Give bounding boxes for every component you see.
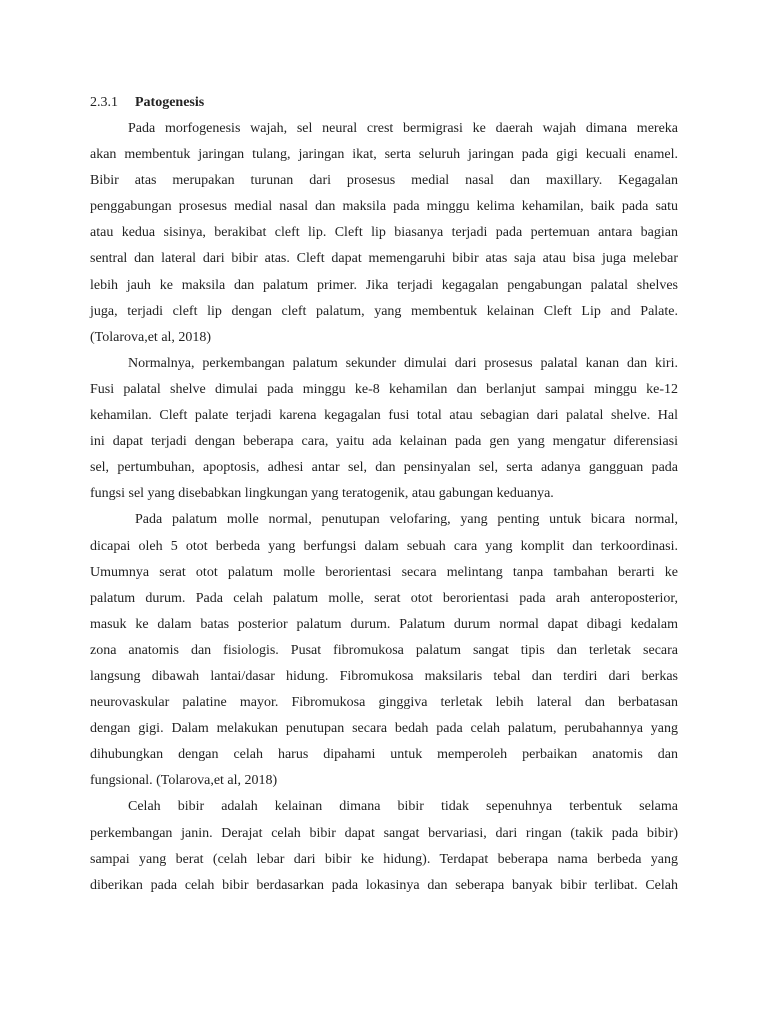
text-line: Pada palatum molle normal, penutupan velofaring, yang penting untuk bicara normal, [135, 512, 678, 528]
text-line: diberikan pada celah bibir berdasarkan pada lokasinya dan seberapa banyak bibir terlibat. Celah [90, 877, 678, 893]
paragraph [90, 351, 678, 508]
paragraph [90, 116, 678, 351]
text-line: sel, pertumbuhan, apoptosis, adhesi antar sel, dan pensinyalan sel, serta adanya gangguan pada [90, 460, 678, 476]
text-line: Normalnya, perkembangan palatum sekunder dimulai dari prosesus palatal kanan dan kiri. [128, 355, 678, 371]
text-line: dengan gigi. Dalam melakukan penutupan secara bedah pada celah palatum, perubahannya yang [90, 721, 678, 737]
text-line: fungsional. (Tolarova,et al, 2018) [90, 773, 278, 789]
text-line: sampai yang berat (celah lebar dari bibir ke hidung). Terdapat beberapa nama berbeda yang [90, 851, 678, 867]
text-line: dicapai oleh 5 otot berbeda yang berfungsi dalam sebuah cara yang komplit dan terkoordinasi. [90, 538, 678, 554]
text-line: ini dapat terjadi dengan beberapa cara, yaitu ada kelainan pada gen yang mengatur diferensiasi [90, 434, 678, 450]
text-line: fungsi sel yang disebabkan lingkungan yang teratogenik, atau gabungan keduanya. [90, 486, 554, 502]
text-line: zona anatomis dan fisiologis. Pusat fibromukosa palatum sangat tipis dan terletak secara [90, 642, 678, 658]
text-line: Fusi palatal shelve dimulai pada minggu ke-8 kehamilan dan berlanjut sampai minggu ke-12 [90, 381, 678, 397]
text-line: sentral dan lateral dari bibir atas. Cleft dapat memengaruhi bibir atas saja atau bisa juga melebar [90, 251, 678, 267]
text-line: kehamilan. Cleft palate terjadi karena kegagalan fusi total atau sebagian dari palatal shelve. Hal [90, 408, 678, 424]
text-line: akan membentuk jaringan tulang, jaringan ikat, serta seluruh jaringan pada gigi kecuali enamel. [90, 147, 678, 163]
paragraph [90, 507, 678, 794]
text-line: Celah bibir adalah kelainan dimana bibir tidak sepenuhnya terbentuk selama [128, 799, 678, 815]
text-line: penggabungan prosesus medial nasal dan maksila pada minggu kelima kehamilan, baik pada satu [90, 199, 678, 215]
document-body [90, 116, 678, 899]
section-title: Patogenesis [135, 95, 205, 110]
text-line: palatum durum. Pada celah palatum molle, serat otot berorientasi pada arah anteroposterior, [90, 590, 678, 606]
paragraph [90, 794, 678, 898]
text-line: Umumnya serat otot palatum molle berorientasi secara melintang tanpa tambahan berarti ke [90, 564, 678, 580]
text-line: perkembangan janin. Derajat celah bibir dapat sangat bervariasi, dari ringan (takik pada bibir) [90, 825, 678, 841]
text-line: masuk ke dalam batas posterior palatum durum. Palatum durum normal dapat dibagi kedalam [90, 616, 678, 632]
text-line: langsung dibawah lantai/dasar hidung. Fibromukosa maksilaris tebal dan terdiri dari berkas [90, 668, 678, 684]
text-line: Pada morfogenesis wajah, sel neural crest bermigrasi ke daerah wajah dimana mereka [128, 121, 678, 136]
section-number: 2.3.1 [90, 95, 118, 110]
text-line: atau kedua sisinya, berakibat cleft lip. Cleft lip biasanya terjadi pada pertemuan antara bagian [90, 225, 678, 241]
text-line: (Tolarova,et al, 2018) [90, 329, 212, 345]
section-heading [90, 94, 204, 112]
text-line: dihubungkan dengan celah harus dipahami untuk memperoleh perbaikan anatomis dan [90, 747, 678, 763]
text-line: lebih jauh ke maksila dan palatum primer. Jika terjadi kegagalan pengabungan palatal shelves [90, 277, 678, 293]
text-line: juga, terjadi cleft lip dengan cleft palatum, yang membentuk kelainan Cleft Lip and Palate. [90, 303, 678, 319]
text-line: neurovaskular palatine mayor. Fibromukosa ginggiva terletak lebih lateral dan berbatasan [90, 695, 678, 711]
text-line: Bibir atas merupakan turunan dari prosesus medial nasal dan maxillary. Kegagalan [90, 173, 678, 189]
